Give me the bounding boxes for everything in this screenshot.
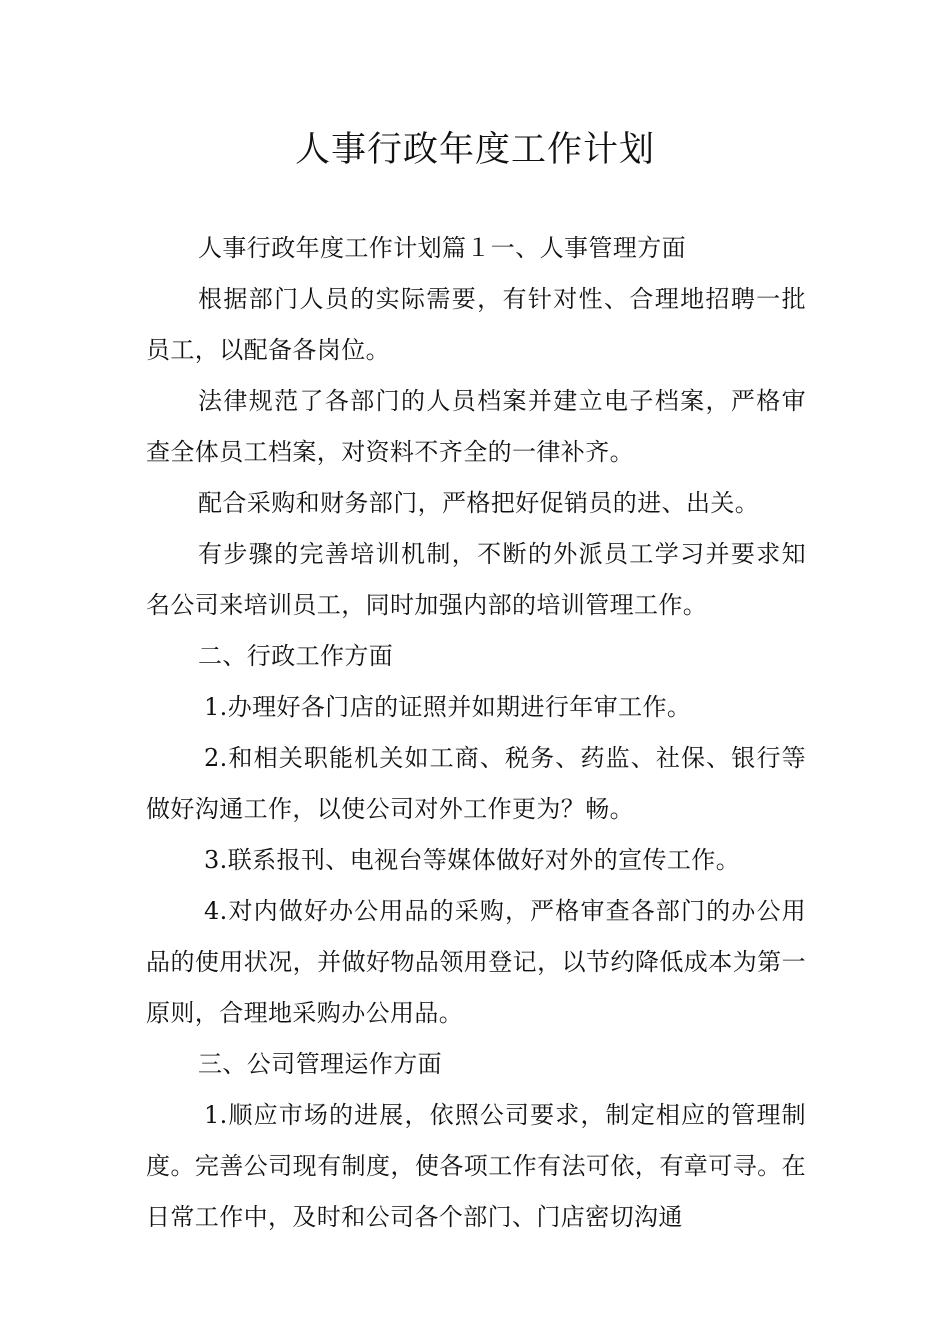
paragraph-admin-item-2: 2.和相关职能机关如工商、税务、药监、社保、银行等做好沟通工作，以使公司对外工作更为？畅。	[146, 744, 806, 823]
paragraph-section-two-heading: 二、行政工作方面	[198, 642, 394, 670]
paragraph-personnel-files: 法律规范了各部门的人员档案并建立电子档案，严格审查全体员工档案，对资料不齐全的一律补齐。	[146, 387, 806, 466]
document-body	[146, 223, 806, 1243]
paragraph-promoters: 配合采购和财务部门，严格把好促销员的进、出关。	[198, 489, 760, 517]
paragraph-admin-item-3: 3.联系报刊、电视台等媒体做好对外的宣传工作。	[204, 846, 741, 874]
paragraph-training: 有步骤的完善培训机制，不断的外派员工学习并要求知名公司来培训员工，同时加强内部的培训管理工作。	[146, 540, 806, 619]
paragraph-section-three-heading: 三、公司管理运作方面	[198, 1050, 442, 1078]
paragraph-section-one-heading: 人事行政年度工作计划篇１一、人事管理方面	[198, 234, 686, 262]
paragraph-admin-item-1: 1.办理好各门店的证照并如期进行年审工作。	[204, 693, 692, 721]
document-title: 人事行政年度工作计划	[294, 130, 655, 170]
paragraph-management-item-1: 1.顺应市场的进展，依照公司要求，制定相应的管理制度。完善公司现有制度，使各项工作有法可依，有章可寻。在日常工作中，及时和公司各个部门、门店密切沟通	[146, 1101, 806, 1231]
paragraph-recruitment: 根据部门人员的实际需要，有针对性、合理地招聘一批员工，以配备各岗位。	[146, 285, 806, 364]
paragraph-admin-item-4: 4.对内做好办公用品的采购，严格审查各部门的办公用品的使用状况，并做好物品领用登记，以节约降低成本为第一原则，合理地采购办公用品。	[146, 897, 806, 1027]
